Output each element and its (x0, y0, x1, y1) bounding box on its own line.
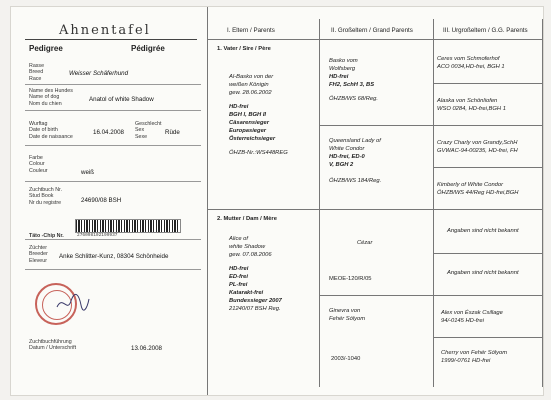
row-divider (319, 295, 543, 296)
divider (25, 181, 201, 182)
dam-title: Bundessieger 2007 (229, 298, 282, 304)
great-grandparent-name: Alaska von Schönliofen (437, 98, 498, 104)
sire-name-line1: Al-Basko von der (229, 74, 274, 80)
sire-title: Österreichsieger (229, 136, 276, 142)
grandparent-name: Wolfsberg (329, 66, 356, 72)
dam-title: HD-frei (229, 266, 249, 272)
sire-title: Europasieger (229, 128, 267, 134)
grandparent-1 (329, 57, 378, 103)
grandparent-title: FH2, SchH 3, BS (329, 82, 375, 88)
grandparent-title: V, BGH 2 (329, 162, 354, 168)
great-grandparent-info: 1999/-0761 HD-frei (441, 358, 491, 364)
great-grandparent-2 (437, 97, 506, 113)
dog-name-value: Anatol of white Shadow (89, 96, 154, 103)
dog-details-panel (11, 7, 208, 395)
grandparent-name: Basko vom (329, 58, 358, 64)
great-grandparent-name: Kimberly of White Condor (437, 182, 504, 188)
grandparent-name: Queensland Lady of (329, 138, 381, 144)
grid-line (542, 19, 543, 387)
divider (25, 84, 201, 85)
pedigree-document (10, 6, 544, 396)
great-grandparent-info: WSO 0284, HD-frei,BGH 1 (437, 106, 506, 112)
breed-labels: Rasse Breed Race (29, 63, 45, 82)
dam-birth-date: gew. 07.08.2006 (229, 252, 272, 258)
grandparent-3 (357, 239, 372, 247)
sire-birth-date: gew. 28.06.2002 (229, 90, 272, 96)
great-grandparent-name: Angaben sind nicht bekannt (447, 228, 519, 234)
great-grandparent-info: ACO 0034,HD-frei, BGH 1 (437, 64, 505, 70)
row-divider (207, 209, 543, 210)
chip-barcode (75, 219, 181, 233)
row-divider (433, 83, 543, 84)
great-grandparent-name: Cherry von Fehér Sólyom (441, 350, 508, 356)
document-title: Ahnentafel (59, 23, 151, 38)
colour-value: weiß (81, 169, 95, 176)
dog-name-labels: Name des Hundes Name of dog Nom du chien (29, 88, 73, 107)
great-grandparent-8 (441, 349, 507, 365)
grid-line (207, 19, 208, 387)
stud-book-labels: Zuchtbuch Nr. Stud Book Nr du registre (29, 187, 62, 206)
stud-book-value: 24690/08 BSH (81, 197, 122, 204)
dam-title: ED-frei (229, 274, 249, 280)
great-grandparent-info: 94/-0145 HD-frei (441, 318, 484, 324)
divider (25, 269, 201, 270)
header-greatgrandparents: III. Urgroßeltern / G.G. Parents (443, 27, 528, 34)
row-divider (433, 253, 543, 254)
header-parents: I. Eltern / Parents (227, 27, 275, 34)
great-grandparent-info: ÖHZB/WS 44/Reg HD-frei,BGH (437, 190, 519, 196)
grandparent-name: Ginevra von (329, 308, 361, 314)
grandparent-registration: ÖHZB/WS 184/Reg. (329, 178, 382, 184)
breed-value: Weisser Schäferhund (69, 70, 129, 77)
grandparent-4-reg: 2003/-1040 (331, 356, 361, 362)
great-grandparent-6 (447, 269, 519, 277)
sire-name (229, 73, 288, 157)
grandparent-registration: ÖHZB/WS 68/Reg. (329, 96, 378, 102)
sire-title: HD-frei (229, 104, 249, 110)
header-grandparents: II. Großeltern / Grand Parents (331, 27, 413, 34)
row-divider (433, 337, 543, 338)
chip-label: Täto -Chip Nr. (29, 233, 64, 239)
pedigree-label-fr: Pédigrée (131, 44, 165, 53)
dam-name-line1: Alice of (229, 236, 249, 242)
grid-line (433, 19, 434, 387)
dam-title: PL-frei (229, 282, 248, 288)
colour-labels: Farbe Colour Couleur (29, 155, 48, 174)
sire-registration: ÖHZB-Nr.:WS448REG (229, 150, 288, 156)
great-grandparent-3 (437, 139, 518, 155)
ancestry-grid (207, 7, 543, 395)
row-divider (433, 167, 543, 168)
grandparent-2 (329, 137, 381, 185)
grandparent-title: HD-frei, ED-0 (329, 154, 365, 160)
barcode-number: 276098102199937 (77, 233, 118, 238)
grandparent-name: White Condor (329, 146, 365, 152)
sire-title: Cäsarensieger (229, 120, 269, 126)
issuance-labels: Zuchtbuchführung Datum / Unterschrift (29, 339, 77, 352)
sex-value: Rüde (165, 129, 180, 136)
grandparent-name: Fehér Sólyom (329, 316, 366, 322)
grandparent-title: HD-frei (329, 74, 349, 80)
great-grandparent-5 (447, 227, 519, 235)
signature (55, 291, 91, 315)
birth-date-labels: Wurftag Date of birth Date de naissance (29, 121, 73, 140)
dam-title: Katarakt-frei (229, 290, 264, 296)
grandparent-name: Cézar (357, 240, 373, 246)
title-divider (25, 39, 197, 40)
great-grandparent-4 (437, 181, 519, 197)
great-grandparent-name: Crazy Charly von Grandy,SchH (437, 140, 518, 146)
pedigree-label-en: Pedigree (29, 44, 63, 53)
grid-line (319, 19, 320, 387)
dam-registration: 21240/07 BSH Reg. (229, 306, 281, 312)
great-grandparent-info: GVWAC-94-00235, HD-frei, FH (437, 148, 518, 154)
birth-date-value: 16.04.2008 (93, 129, 124, 136)
dam-label: 2. Mutter / Dam / Mère (217, 216, 277, 222)
divider (25, 239, 201, 240)
header-divider (207, 39, 543, 40)
grandparent-4 (329, 307, 365, 323)
grandparent-3-reg: MEOE-120/R/05 (329, 276, 372, 282)
great-grandparent-7 (441, 309, 503, 325)
divider (25, 110, 201, 111)
great-grandparent-name: Angaben sind nicht bekannt (447, 270, 519, 276)
breeder-value: Anke Schlitter-Kunz, 08304 Schönheide (59, 253, 169, 260)
dam-name-line2: white Shadow (229, 244, 266, 250)
sex-labels: Geschlecht Sex Sexe (135, 121, 162, 140)
sire-title: BGH I, BGH II (229, 112, 267, 118)
issuance-date: 13.06.2008 (131, 345, 162, 352)
divider (25, 145, 201, 146)
great-grandparent-name: Alex von Észak Csillage (441, 310, 503, 316)
great-grandparent-name: Ceres vom Schmoferhof (437, 56, 500, 62)
sire-name-line2: weißen Königin (229, 82, 269, 88)
sire-label: 1. Vater / Sire / Père (217, 46, 271, 52)
great-grandparent-1 (437, 55, 505, 71)
row-divider (319, 125, 543, 126)
breeder-labels: Züchter Breeder Eleveur (29, 245, 48, 264)
dam-name (229, 235, 282, 313)
